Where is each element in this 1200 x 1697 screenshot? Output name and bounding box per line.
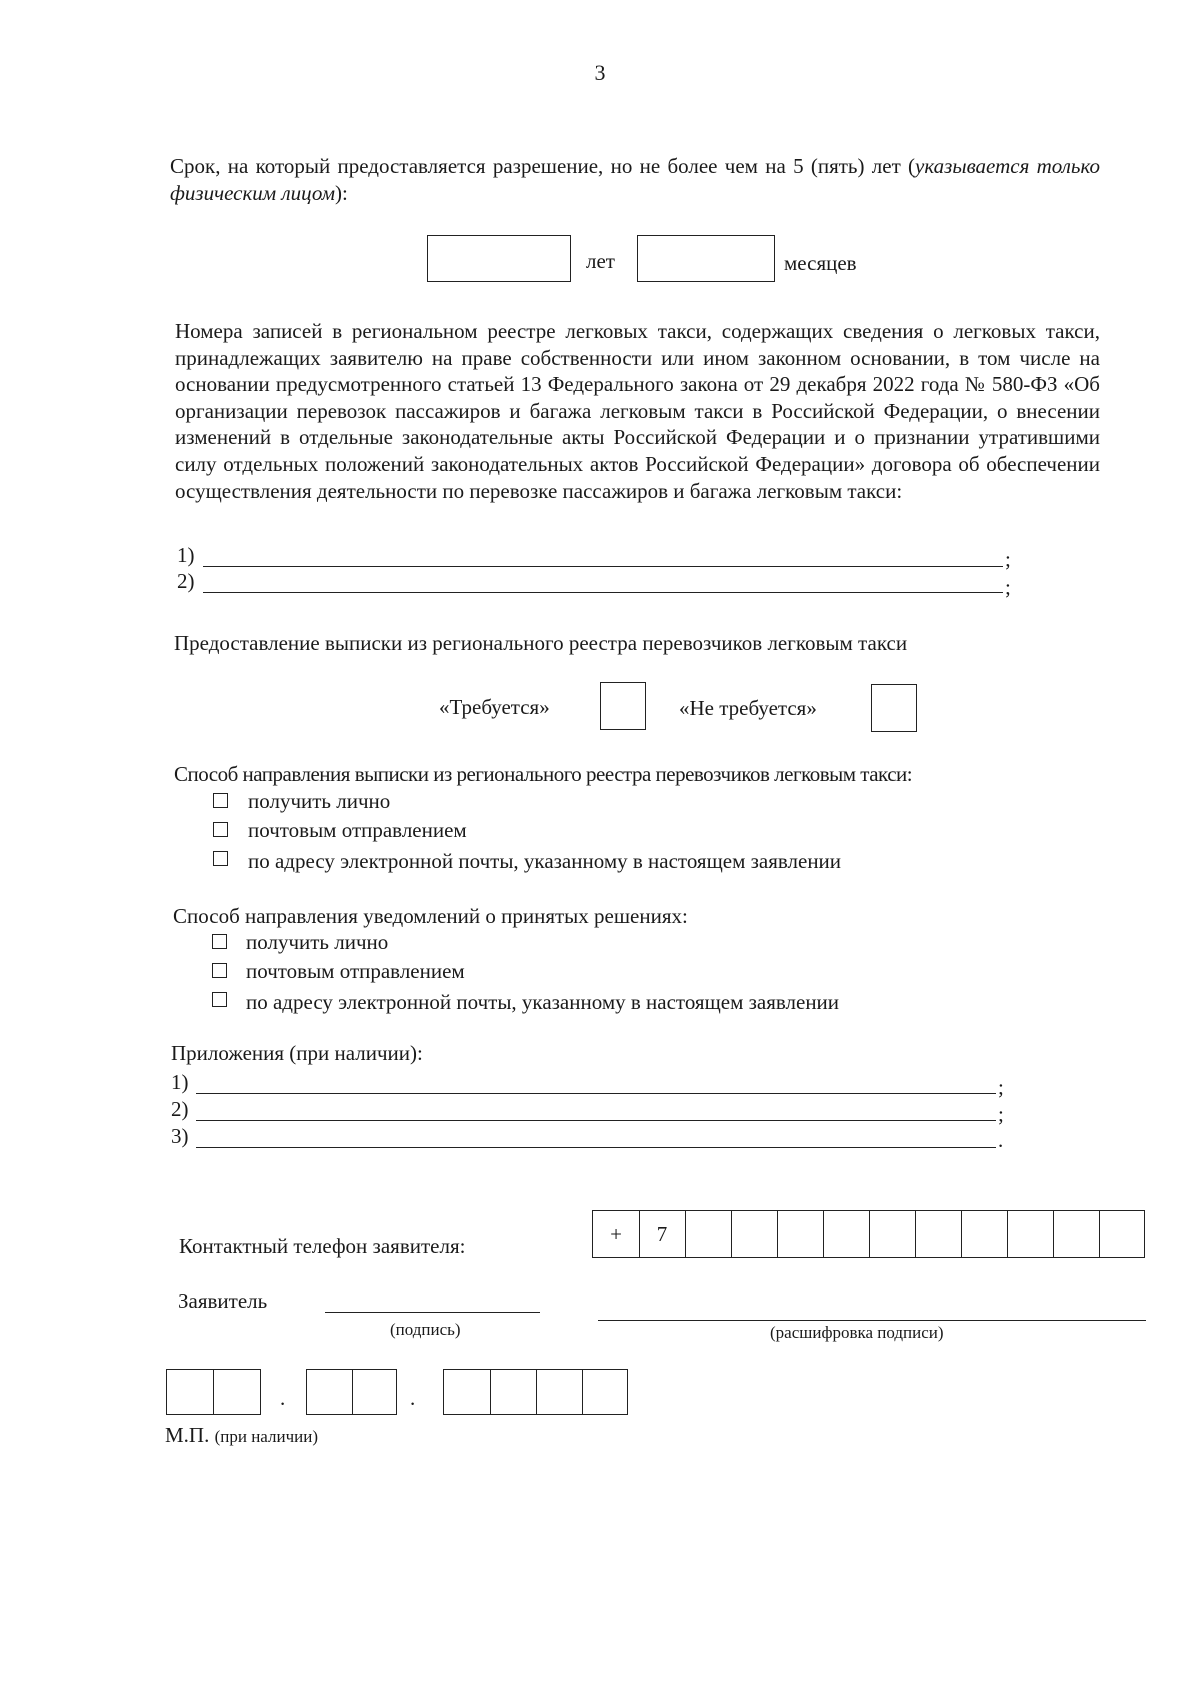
extract-method-option-1-label: получить лично — [248, 789, 391, 813]
attachment-3-line[interactable] — [196, 1147, 996, 1148]
stamp-mp: М.П. — [165, 1423, 210, 1447]
phone-field[interactable] — [592, 1210, 1145, 1258]
date-year-divider — [582, 1370, 583, 1414]
years-label: лет — [586, 249, 615, 273]
notify-method-option-2-checkbox[interactable] — [212, 963, 227, 978]
phone-label: Контактный телефон заявителя: — [179, 1234, 466, 1258]
phone-cell-divider — [1099, 1211, 1100, 1257]
date-year-divider — [490, 1370, 491, 1414]
extract-label: Предоставление выписки из регионального реестра перевозчиков легковым такси — [174, 631, 908, 655]
date-day-divider — [213, 1370, 214, 1414]
attachments-label: Приложения (при наличии): — [171, 1041, 423, 1065]
records-item-1-end: ; — [1005, 547, 1011, 571]
signature-caption: (подпись) — [390, 1320, 461, 1339]
records-item-2-line[interactable] — [203, 592, 1003, 593]
phone-cell-divider — [1053, 1211, 1054, 1257]
phone-cell-divider — [961, 1211, 962, 1257]
phone-cell-divider — [1007, 1211, 1008, 1257]
extract-method-option-2-label: почтовым отправлением — [248, 818, 467, 842]
records-item-2-end: ; — [1005, 575, 1011, 599]
phone-cell-divider — [777, 1211, 778, 1257]
page-number: 3 — [594, 60, 606, 85]
attachment-2-line[interactable] — [196, 1120, 996, 1121]
attachment-1-line[interactable] — [196, 1093, 996, 1094]
extract-method-option-3-checkbox[interactable] — [213, 851, 228, 866]
date-month-divider — [352, 1370, 353, 1414]
attachment-2-number: 2) — [171, 1097, 189, 1121]
term-text-end: ): — [334, 180, 348, 205]
records-item-2-number: 2) — [177, 569, 195, 593]
signature-transcript-caption: (расшифровка подписи) — [770, 1323, 944, 1342]
notify-method-option-3-checkbox[interactable] — [212, 992, 227, 1007]
phone-prefix: + — [610, 1221, 622, 1246]
attachment-3-end: . — [998, 1128, 1004, 1152]
notify-method-option-3-label: по адресу электронной почты, указанному в настоящем заявлении — [246, 990, 840, 1014]
records-paragraph: Номера записей в региональном реестре легковых такси, содержащих сведения о легковых такси, принадлежащих заявителю на праве собственности или ином законном основании, в том числе на основании предусмотренного статьей 13 Федерального закона от 29 декабря 2022 года № 580-ФЗ «Об организации перевозок пассажиров и багажа легковым такси в Российской Федерации, о внесении изменений в отдельные законодательные акты Российской Федерации и о признании утратившими силу отдельных положений законодательных актов Российской Федерации» договора об обеспечении осуществления деятельности по перевозке пассажиров и багажа легковым такси: — [175, 319, 1100, 503]
extract-not-required-box[interactable] — [871, 684, 917, 732]
date-month-field[interactable] — [306, 1369, 397, 1415]
extract-method-option-3-label: по адресу электронной почты, указанному в настоящем заявлении — [248, 849, 842, 873]
attachment-1-end: ; — [998, 1075, 1004, 1099]
notify-method-option-2-label: почтовым отправлением — [246, 959, 465, 983]
date-day-field[interactable] — [166, 1369, 261, 1415]
date-year-field[interactable] — [443, 1369, 628, 1415]
phone-cell-divider — [685, 1211, 686, 1257]
term-paragraph — [170, 153, 1100, 206]
records-item-1-line[interactable] — [203, 566, 1003, 567]
stamp-label — [165, 1422, 318, 1450]
date-year-divider — [536, 1370, 537, 1414]
extract-not-required-label: «Не требуется» — [679, 696, 817, 720]
phone-cell-divider — [823, 1211, 824, 1257]
term-text-main: Срок, на который предоставляется разрешение, но не более чем на 5 (пять) лет ( — [170, 154, 916, 178]
term-text-italic: указывается только физическим лицом — [170, 154, 1100, 205]
months-label: месяцев — [784, 251, 857, 275]
applicant-label: Заявитель — [178, 1289, 268, 1313]
extract-method-option-1-checkbox[interactable] — [213, 793, 228, 808]
extract-method-option-2-checkbox[interactable] — [213, 822, 228, 837]
signature-transcript-line[interactable] — [598, 1320, 1146, 1321]
attachment-3-number: 3) — [171, 1124, 189, 1148]
extract-required-box[interactable] — [600, 682, 646, 730]
notify-method-option-1-label: получить лично — [246, 930, 389, 954]
signature-line[interactable] — [325, 1312, 540, 1313]
attachment-1-number: 1) — [171, 1070, 189, 1094]
phone-cell-divider — [915, 1211, 916, 1257]
date-separator-1: . — [280, 1386, 286, 1410]
years-field[interactable] — [427, 235, 571, 282]
extract-required-label: «Требуется» — [439, 695, 550, 719]
extract-method-label: Способ направления выписки из регионального реестра перевозчиков легковым такси: — [174, 762, 913, 786]
phone-country-code: 7 — [656, 1221, 668, 1246]
phone-cell-divider — [869, 1211, 870, 1257]
notify-method-label: Способ направления уведомлений о принятых решениях: — [173, 904, 688, 928]
records-item-1-number: 1) — [177, 543, 195, 567]
date-separator-2: . — [410, 1386, 416, 1410]
months-field[interactable] — [637, 235, 775, 282]
notify-method-option-1-checkbox[interactable] — [212, 934, 227, 949]
stamp-note: (при наличии) — [214, 1427, 318, 1446]
phone-cell-divider — [731, 1211, 732, 1257]
attachment-2-end: ; — [998, 1102, 1004, 1126]
